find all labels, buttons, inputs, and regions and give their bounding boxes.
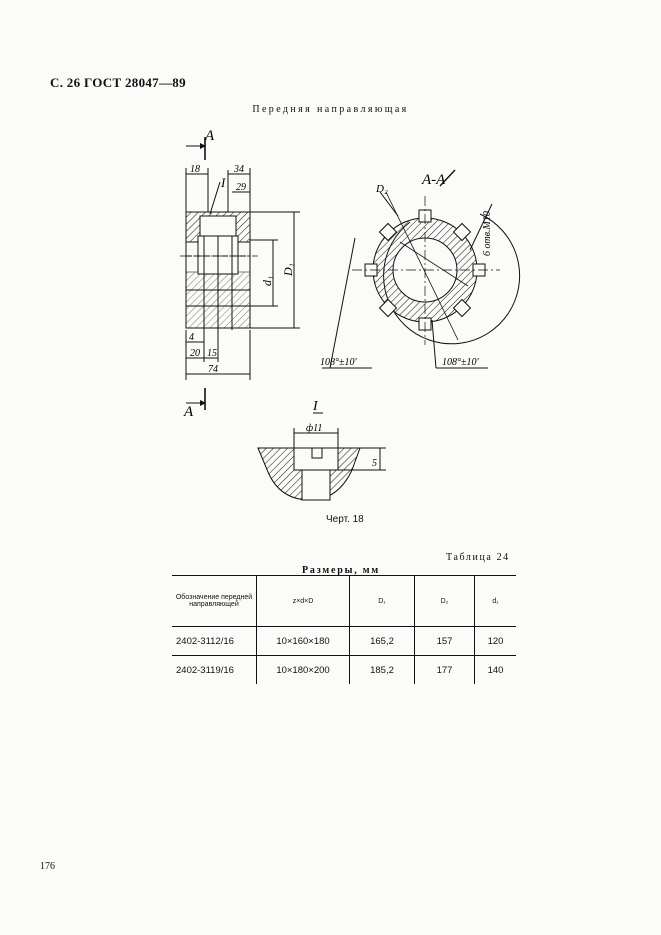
section-marker-bottom: А — [184, 404, 194, 420]
hole-callout: 6 отв.М10 — [482, 211, 493, 256]
table-row — [172, 627, 516, 656]
dim-74: 74 — [208, 364, 218, 375]
section-title: А-А — [422, 172, 446, 188]
dimensions-table — [172, 575, 516, 684]
angle-right: 108°±10' — [442, 357, 479, 368]
table-title: Размеры, мм — [302, 565, 381, 576]
dim-5: 5 — [372, 458, 377, 469]
dim-34: 34 — [234, 164, 244, 175]
page-number: 176 — [40, 861, 55, 872]
cell-D2: 177 — [415, 656, 475, 685]
dim-18: 18 — [190, 164, 200, 175]
figure-caption: Черт. 18 — [326, 514, 364, 525]
col-d1: d₁ — [475, 576, 517, 627]
angle-left: 108°±10' — [320, 357, 357, 368]
col-D2: D₂ — [415, 576, 475, 627]
cell-D2: 157 — [415, 627, 475, 656]
col-designation: Обозначение передней направляющей — [172, 576, 257, 627]
cell-D1: 185,2 — [350, 656, 415, 685]
dim-phi11: ф11 — [306, 423, 323, 434]
dim-4: 4 — [189, 332, 194, 343]
section-marker-top: А — [205, 128, 215, 144]
col-zdD: z×d×D — [257, 576, 350, 627]
cell-designation: 2402-3112/16 — [172, 627, 257, 656]
section-a-a-view — [322, 170, 520, 368]
cell-zdD: 10×180×200 — [257, 656, 350, 685]
dim-15: 15 — [207, 348, 217, 359]
dim-29: 29 — [236, 182, 246, 193]
dim-D1: D₁ — [281, 263, 295, 276]
cell-d1: 140 — [475, 656, 517, 685]
col-D1: D₁ — [350, 576, 415, 627]
table-row — [172, 656, 516, 685]
dim-20: 20 — [190, 348, 200, 359]
table-header-row — [172, 576, 516, 627]
dim-D2: D₂ — [376, 183, 388, 195]
cell-zdD: 10×160×180 — [257, 627, 350, 656]
dim-d1: d₁ — [260, 275, 274, 286]
table-number: Таблица 24 — [446, 552, 510, 563]
detail-marker-side: I — [221, 175, 226, 190]
cell-designation: 2402-3119/16 — [176, 664, 234, 676]
detail-marker: I — [313, 399, 318, 414]
standard-number: ГОСТ 28047—89 — [83, 75, 186, 90]
drawing-title: Передняя направляющая — [252, 104, 409, 115]
page-ref: С. 26 — [50, 75, 81, 90]
cell-d1: 120 — [475, 627, 517, 656]
cell-D1: 165,2 — [350, 627, 415, 656]
